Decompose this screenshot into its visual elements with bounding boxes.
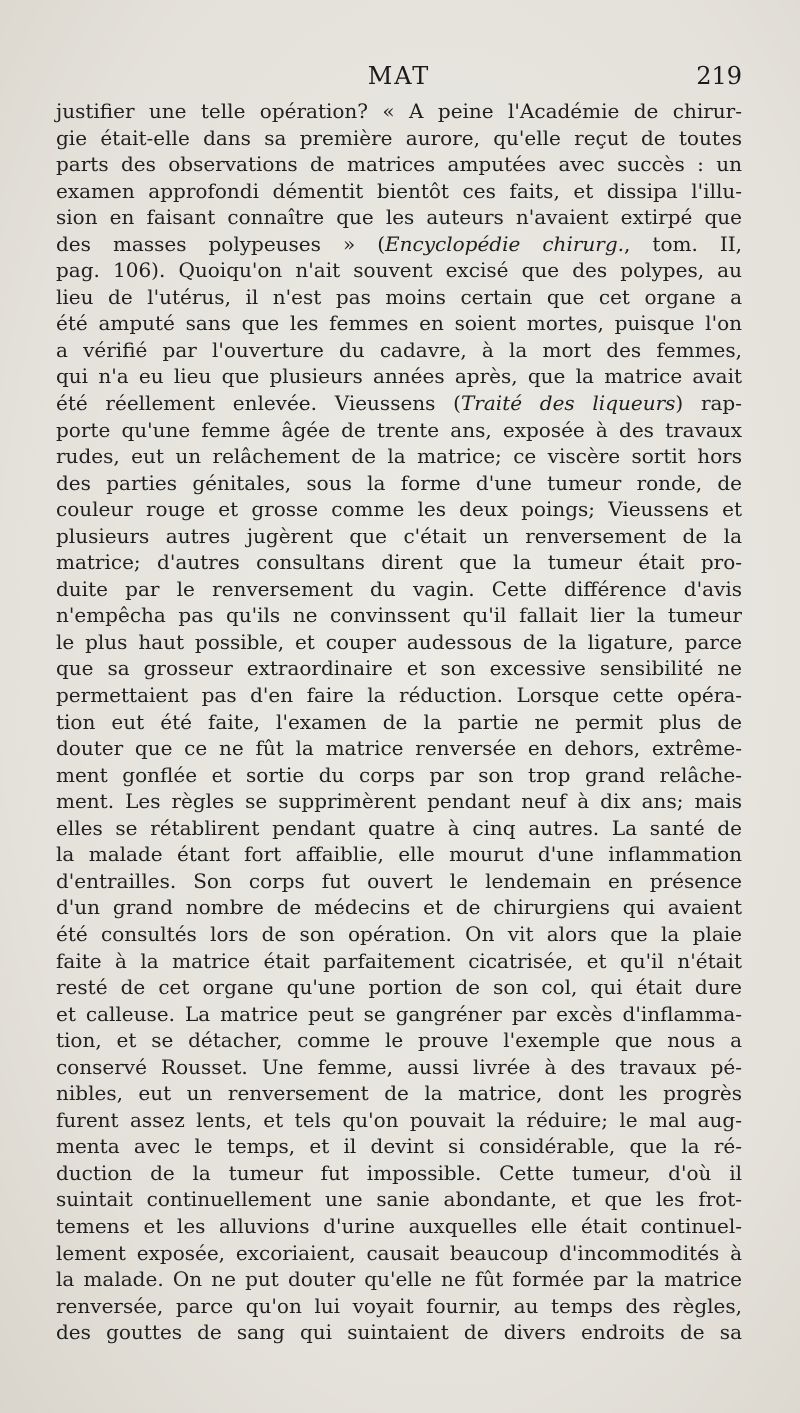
text-line: pag. 106). Quoiqu'on n'ait souvent excisé que des polypes, au <box>56 258 742 283</box>
text-line: faite à la matrice était parfaitement cicatrisée, et qu'il n'était <box>56 948 742 973</box>
text-line: lement exposée, excoriaient, causait beaucoup d'incommodités à <box>56 1240 742 1265</box>
text-line: des parties génitales, sous la forme d'une tumeur ronde, de <box>56 470 742 495</box>
text-line: la malade étant fort affaiblie, elle mourut d'une inflammation <box>56 842 742 867</box>
page-header <box>56 62 742 98</box>
text-line: conservé Rousset. Une femme, aussi livrée à des travaux pé- <box>56 1054 742 1079</box>
text-line: des gouttes de sang qui suintaient de divers endroits de sa <box>56 1320 742 1345</box>
text-line: gie était-elle dans sa première aurore, qu'elle reçut de toutes <box>56 125 742 150</box>
text-line: n'empêcha pas qu'ils ne convinssent qu'il fallait lier la tumeur <box>56 603 742 628</box>
text-line: que sa grosseur extraordinaire et son excessive sensibilité ne <box>56 656 742 681</box>
text-line: été réellement enlevée. Vieussens (Traité des liqueurs) rap- <box>56 391 742 416</box>
text-line: plusieurs autres jugèrent que c'était un renversement de la <box>56 523 742 548</box>
text-line: ment. Les règles se supprimèrent pendant neuf à dix ans; mais <box>56 789 742 814</box>
text-line: duite par le renversement du vagin. Cette différence d'avis <box>56 576 742 601</box>
text-line: et calleuse. La matrice peut se gangréner par excès d'inflamma- <box>56 1001 742 1026</box>
text-line: lieu de l'utérus, il n'est pas moins certain que cet organe a <box>56 284 742 309</box>
running-head: MAT <box>367 62 431 90</box>
text-line: la malade. On ne put douter qu'elle ne fût formée par la matrice <box>56 1267 742 1292</box>
text-line: sion en faisant connaître que les auteurs n'avaient extirpé que <box>56 205 742 230</box>
text-line: tion eut été faite, l'examen de la partie ne permit plus de <box>56 709 742 734</box>
text-line: matrice; d'autres consultans dirent que la tumeur était pro- <box>56 550 742 575</box>
text-line: des masses polypeuses » (Encyclopédie chirurg., tom. II, <box>56 231 743 256</box>
text-line: renversée, parce qu'on lui voyait fournir, au temps des règles, <box>56 1293 742 1318</box>
text-line: a vérifié par l'ouverture du cadavre, à la mort des femmes, <box>56 337 742 362</box>
text-line: nibles, eut un renversement de la matrice, dont les progrès <box>56 1081 742 1106</box>
text-line: rudes, eut un relâchement de la matrice; ce viscère sortit hors <box>56 444 742 469</box>
text-line: d'entrailles. Son corps fut ouvert le lendemain en présence <box>56 868 742 893</box>
text-line: resté de cet organe qu'une portion de son col, qui était dure <box>56 975 742 1000</box>
body-text <box>56 98 742 1346</box>
text-line: temens et les alluvions d'urine auxquelles elle était continuel- <box>56 1213 742 1238</box>
text-line: qui n'a eu lieu que plusieurs années après, que la matrice avait <box>56 364 742 389</box>
text-line: porte qu'une femme âgée de trente ans, exposée à des travaux <box>56 417 742 442</box>
text-line: suintait continuellement une sanie abondante, et que les frot- <box>56 1187 742 1212</box>
text-line: couleur rouge et grosse comme les deux poings; Vieussens et <box>56 497 742 522</box>
text-line: furent assez lents, et tels qu'on pouvait la réduire; le mal aug- <box>56 1107 742 1132</box>
text-line: menta avec le temps, et il devint si considérable, que la ré- <box>56 1134 742 1159</box>
text-line: permettaient pas d'en faire la réduction. Lorsque cette opéra- <box>56 683 742 708</box>
text-line: parts des observations de matrices amputées avec succès : un <box>56 152 742 177</box>
text-line: été consultés lors de son opération. On vit alors que la plaie <box>56 921 742 946</box>
text-line: été amputé sans que les femmes en soient mortes, puisque l'on <box>56 311 742 336</box>
text-line: justifier une telle opération? « A peine l'Académie de chirur- <box>56 99 742 123</box>
text-line: le plus haut possible, et couper audessous de la ligature, parce <box>56 629 742 654</box>
text-line: tion, et se détacher, comme le prouve l'exemple que nous a <box>56 1028 742 1053</box>
text-line: elles se rétablirent pendant quatre à cinq autres. La santé de <box>56 815 742 840</box>
text-line: duction de la tumeur fut impossible. Cette tumeur, d'où il <box>56 1160 742 1185</box>
text-line: ment gonflée et sortie du corps par son trop grand relâche- <box>56 762 742 787</box>
text-line: douter que ce ne fût la matrice renversée en dehors, extrême- <box>56 736 742 761</box>
text-line: examen approfondi démentit bientôt ces faits, et dissipa l'illu- <box>56 178 742 203</box>
page-number: 219 <box>696 62 742 90</box>
text-line: d'un grand nombre de médecins et de chirurgiens qui avaient <box>56 895 742 920</box>
